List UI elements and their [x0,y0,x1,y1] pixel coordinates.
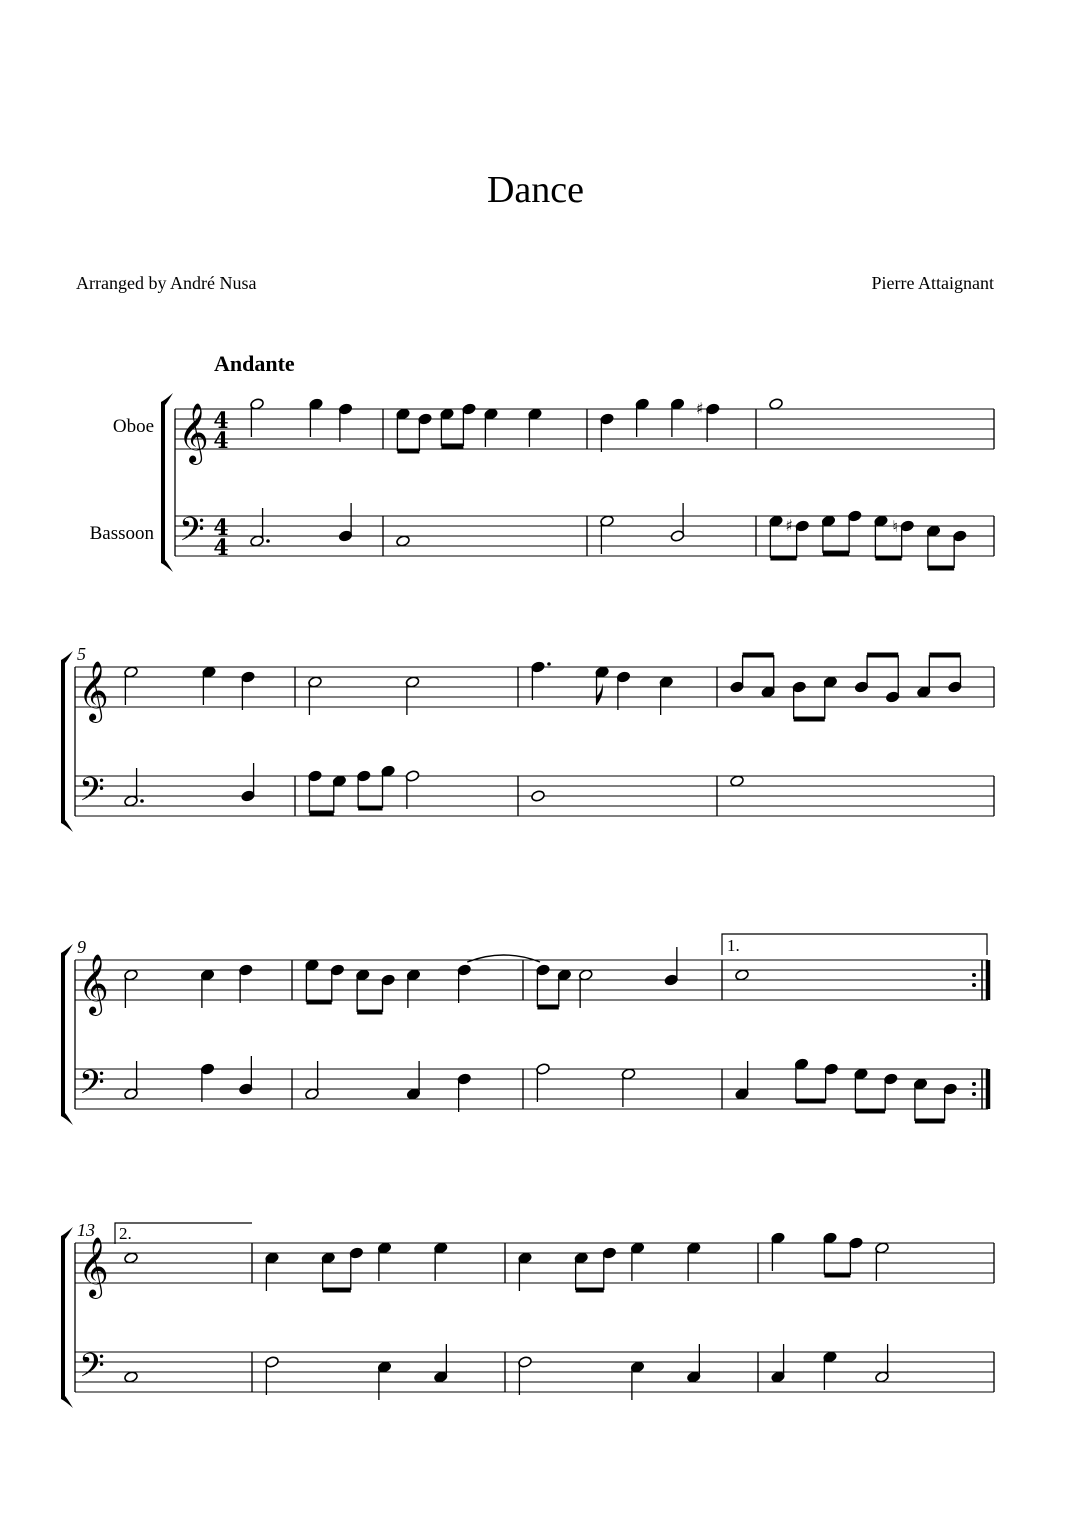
system-bracket [61,1236,65,1399]
bar-line [251,1243,252,1283]
bar-line [294,667,295,707]
bar-line [716,776,717,816]
accidental: ♯ [785,516,793,535]
bar-line [993,1352,994,1392]
bar-line [504,1352,505,1392]
system-start-line [74,1243,75,1392]
system-start-line [74,667,75,816]
bar-line [721,960,722,1000]
measure-number: 13 [77,1220,95,1240]
time-signature-numerator: 4 [213,408,229,434]
treble-clef: 𝄞 [178,403,209,463]
measure-number: 5 [77,644,86,664]
bracket-hook [61,1113,73,1125]
bassoon-measure [771,1344,890,1390]
note-head [531,790,546,803]
bar-line [755,409,756,449]
bar-line [757,1243,758,1283]
bassoon-measure [730,775,745,788]
bar-line [757,1352,758,1392]
natural-sign: ♮ [892,517,898,536]
bracket-hook [61,1227,73,1239]
bar-line [291,1069,292,1109]
bar-line [993,1243,994,1283]
oboe-measure [771,1232,890,1281]
repeat-dot [972,983,976,987]
measure-number: 9 [77,937,86,957]
composer-credit: Pierre Attaignant [871,273,994,293]
treble-clef: 𝄞 [78,661,109,721]
volta-bracket-1 [722,934,987,955]
bass-clef: 𝄢 [79,1347,105,1393]
note-head [396,535,411,548]
note-head [730,775,745,788]
bracket-hook [61,1396,73,1408]
system-start-line [74,960,75,1109]
arranger-credit: Arranged by André Nusa [76,273,257,293]
repeat-barline-thin [981,960,983,1000]
note-head [769,398,784,411]
bracket-hook [161,560,173,572]
bar-line [382,516,383,556]
system-bracket [161,402,165,563]
oboe-measure [308,676,420,715]
bar-line [721,1069,722,1109]
note-flag [597,683,603,705]
bracket-hook [61,651,73,663]
bar-line [522,1069,523,1109]
bass-clef: 𝄢 [79,1064,105,1110]
instrument-label-bassoon: Bassoon [89,523,154,544]
piece-title: Dance [486,169,585,211]
treble-clef: 𝄞 [78,1237,109,1297]
oboe-measure [124,1252,139,1265]
oboe-measure [305,959,472,1012]
volta-label-1: 1. [727,936,740,955]
tempo-marking: Andante [214,351,295,376]
oboe-measure [265,1242,448,1291]
bass-clef: 𝄢 [79,771,105,817]
bar-line [993,516,994,556]
oboe-measure [518,1242,701,1291]
bass-clef: 𝄢 [179,511,205,557]
oboe-measure [735,969,750,982]
bar-line [294,776,295,816]
repeat-dot [972,1092,976,1096]
bar-line [993,776,994,816]
repeat-dot [972,1082,976,1086]
bar-line [993,667,994,707]
system-start-line [174,409,175,556]
oboe-measure [124,666,256,710]
bar-line [291,960,292,1000]
oboe-measure [396,403,543,451]
bar-line [517,667,518,707]
treble-clef: 𝄞 [78,954,109,1014]
bar-line [522,960,523,1000]
time-signature-denominator: 4 [213,428,229,454]
oboe-measure [250,398,353,442]
bracket-hook [61,944,73,956]
note-head [124,1371,139,1384]
augmentation-dot [266,539,270,543]
bassoon-measure [124,1371,139,1384]
bassoon-measure [250,503,353,547]
bar-line [517,776,518,816]
bracket-hook [61,820,73,832]
bar-line [586,409,587,449]
system-bracket [61,660,65,823]
oboe-measure [536,947,679,1008]
bassoon-measure [531,790,546,803]
augmentation-dot [547,662,551,666]
system-bracket [61,953,65,1116]
bassoon-measure [124,763,256,807]
augmentation-dot [140,799,144,803]
instrument-label-oboe: Oboe [112,416,154,437]
volta-bracket-2 [115,1223,252,1244]
bar-line [251,1352,252,1392]
bar-line [716,667,717,707]
note-head [735,969,750,982]
bar-line [382,409,383,449]
volta-label-2: 2. [119,1224,132,1243]
oboe-measure [769,398,784,411]
repeat-barline-thick [986,960,991,1000]
repeat-barline-thick [986,1069,991,1109]
repeat-barline-thin [981,1069,983,1109]
note-head [124,1252,139,1265]
bassoon-measure [396,535,411,548]
bracket-hook [161,393,173,405]
bar-line [993,409,994,449]
bar-line [504,1243,505,1283]
bar-line [586,516,587,556]
accidental: ♯ [695,399,704,418]
time-signature-denominator: 4 [213,535,229,561]
repeat-dot [972,973,976,977]
tie [467,955,540,962]
bar-line [755,516,756,556]
bassoon-measure [769,510,967,568]
time-signature-numerator: 4 [213,515,229,541]
